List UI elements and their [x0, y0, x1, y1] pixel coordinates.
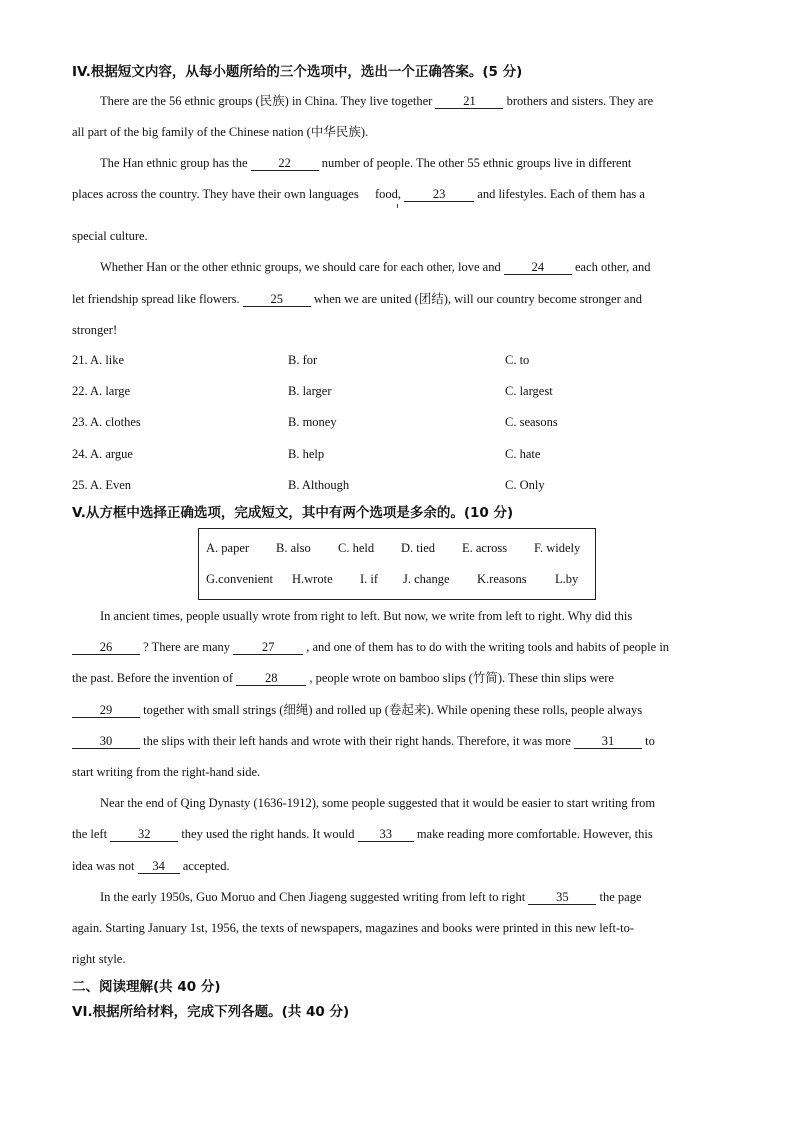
paragraph-line: [100, 889, 642, 905]
blank-23[interactable]: 23: [404, 187, 474, 202]
text: and lifestyles. Each of them has a: [477, 187, 645, 201]
paragraph-line: [100, 155, 631, 171]
question-23-option-a[interactable]: 23. A. clothes: [72, 415, 141, 429]
paragraph-line: [72, 733, 655, 749]
text: The Han ethnic group has the: [100, 156, 248, 170]
text: Whether Han or the other ethnic groups, we should care for each other, love and: [100, 260, 501, 274]
paragraph-line: stronger!: [72, 323, 118, 337]
word-option-f: F. widely: [534, 541, 581, 555]
blank-34[interactable]: 34: [138, 859, 180, 874]
paragraph-line: [72, 291, 642, 307]
question-23-option-c[interactable]: C. seasons: [505, 415, 558, 429]
word-option-h: H.wrote: [292, 572, 333, 586]
blank-25[interactable]: 25: [243, 292, 311, 307]
question-22-option-c[interactable]: C. largest: [505, 384, 553, 398]
paragraph-line: [100, 93, 653, 109]
question-25-option-a[interactable]: 25. A. Even: [72, 478, 132, 492]
paragraph-line: In ancient times, people usually wrote from right to left. But now, we write from left to right. Why did this: [100, 609, 633, 623]
paragraph-line: [100, 259, 651, 275]
paragraph-line: Near the end of Qing Dynasty (1636-1912), some people suggested that it would be easier to start writing from: [100, 796, 656, 810]
blank-30[interactable]: 30: [72, 734, 140, 749]
text: There are the 56 ethnic groups (民族) in China. They live together: [100, 94, 433, 108]
word-option-a: A. paper: [206, 541, 250, 555]
paragraph-line: [72, 186, 645, 202]
paragraph-line: [72, 858, 230, 874]
text: together with small strings (细绳) and rolled up (卷起来). While opening these rolls, people always: [143, 703, 643, 717]
text: make reading more comfortable. However, this: [416, 827, 653, 841]
word-option-b: B. also: [276, 541, 311, 555]
text: number of people. The other 55 ethnic groups live in different: [321, 156, 632, 170]
text: ? There are many: [143, 640, 230, 654]
paragraph-line: again. Starting January 1st, 1956, the texts of newspapers, magazines and books were printed in this new left-to-: [72, 921, 635, 935]
word-option-k: K.reasons: [477, 572, 527, 586]
question-21-option-c[interactable]: C. to: [505, 353, 530, 367]
blank-29[interactable]: 29: [72, 703, 140, 718]
text: the slips with their left hands and wrote with their right hands. Therefore, it was more: [143, 734, 571, 748]
word-bank-box: [198, 528, 596, 600]
section-5-heading: V.从方框中选择正确选项，完成短文，其中有两个选项是多余的。(10 分): [72, 505, 514, 521]
text: In the early 1950s, Guo Moruo and Chen Jiageng suggested writing from left to right: [100, 890, 526, 904]
text: when we are united (团结), will our country become stronger and: [313, 292, 642, 306]
question-24-option-a[interactable]: 24. A. argue: [72, 447, 133, 461]
word-option-d: D. tied: [401, 541, 436, 555]
question-21-option-b[interactable]: B. for: [288, 353, 318, 367]
text: the left: [72, 827, 108, 841]
text: accepted.: [182, 859, 230, 873]
paragraph-line: start writing from the right-hand side.: [72, 765, 261, 779]
paragraph-line: right style.: [72, 952, 126, 966]
paragraph-line: [72, 826, 653, 842]
text: food,: [374, 187, 402, 201]
section-6-heading: VI.根据所给材料，完成下列各题。(共 40 分): [72, 1004, 350, 1020]
paragraph-line: special culture.: [72, 229, 148, 243]
text: , people wrote on bamboo slips (竹简). These thin slips were: [309, 671, 614, 685]
blank-33[interactable]: 33: [358, 827, 414, 842]
word-option-i: I. if: [360, 572, 379, 586]
question-21-option-a[interactable]: 21. A. like: [72, 353, 125, 367]
blank-22[interactable]: 22: [251, 156, 319, 171]
text: to: [645, 734, 655, 748]
text: brothers and sisters. They are: [506, 94, 654, 108]
question-22-option-a[interactable]: 22. A. large: [72, 384, 131, 398]
blank-27[interactable]: 27: [233, 640, 303, 655]
question-25-option-c[interactable]: C. Only: [505, 478, 545, 492]
blank-31[interactable]: 31: [574, 734, 642, 749]
text: each other, and: [574, 260, 651, 274]
paragraph-line: [72, 639, 669, 655]
text: places across the country. They have their own languages: [72, 187, 359, 201]
paragraph-line: [72, 670, 614, 686]
paragraph-line: [72, 702, 642, 718]
comma-mark: [397, 204, 398, 208]
blank-24[interactable]: 24: [504, 260, 572, 275]
word-option-c: C. held: [338, 541, 375, 555]
text: , and one of them has to do with the writing tools and habits of people in: [306, 640, 670, 654]
text: they used the right hands. It would: [181, 827, 355, 841]
part-2-heading: 二、阅读理解(共 40 分): [72, 979, 221, 995]
question-24-option-c[interactable]: C. hate: [505, 447, 541, 461]
text: the page: [599, 890, 642, 904]
text: the past. Before the invention of: [72, 671, 234, 685]
word-option-g: G.convenient: [206, 572, 273, 586]
section-4-heading: IV.根据短文内容，从每小题所给的三个选项中，选出一个正确答案。(5 分): [72, 64, 523, 80]
text: idea was not: [72, 859, 135, 873]
question-22-option-b[interactable]: B. larger: [288, 384, 332, 398]
word-option-e: E. across: [462, 541, 508, 555]
question-23-option-b[interactable]: B. money: [288, 415, 337, 429]
question-24-option-b[interactable]: B. help: [288, 447, 325, 461]
blank-32[interactable]: 32: [110, 827, 178, 842]
text: let friendship spread like flowers.: [72, 292, 240, 306]
word-option-j: J. change: [403, 572, 450, 586]
blank-35[interactable]: 35: [528, 890, 596, 905]
blank-28[interactable]: 28: [236, 671, 306, 686]
question-25-option-b[interactable]: B. Although: [288, 478, 350, 492]
blank-21[interactable]: 21: [435, 94, 503, 109]
blank-26[interactable]: 26: [72, 640, 140, 655]
word-option-l: L.by: [555, 572, 579, 586]
paragraph-line: all part of the big family of the Chinese nation (中华民族).: [72, 125, 369, 139]
